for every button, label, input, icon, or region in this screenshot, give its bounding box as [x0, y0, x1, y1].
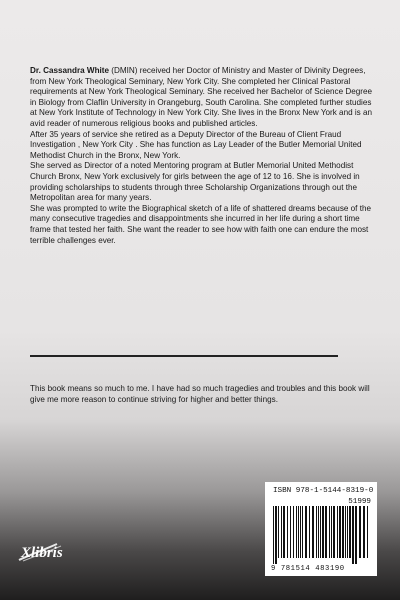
barcode-bar — [290, 506, 291, 558]
barcode-bar — [300, 506, 301, 558]
barcode-bar — [293, 506, 294, 558]
xlibris-logo-icon — [17, 541, 83, 563]
barcode-bar — [316, 506, 317, 558]
logo-text: Xlibris — [21, 545, 63, 561]
barcode-bar — [325, 506, 327, 558]
xlibris-logo — [17, 541, 83, 563]
barcode-bar — [309, 506, 310, 558]
barcode-bar — [296, 506, 297, 558]
barcode — [265, 482, 377, 576]
barcode-bar — [342, 506, 344, 558]
bio-paragraph: She was prompted to write the Biographical sketch of a life of shattered dreams because of the many consecutive tragedies and disappointments she incurred in her life during a short time frame that tested her faith. She want the reader to see how with faith one can endure the most terrible challenges ever. — [30, 203, 371, 245]
barcode-bar — [273, 506, 274, 564]
barcode-bar — [287, 506, 288, 558]
barcode-bar — [367, 506, 368, 558]
barcode-bar — [363, 506, 365, 558]
bio-paragraph: She served as Director of a noted Mentoring program at Butler Memorial United Methodist Church Bronx, New York exclusively for girls between the age of 12 to 16. She is involved in providing scholarships to students through three Scholarship Organizations through out the Metropolitan area for many years. — [30, 161, 360, 203]
barcode-bar — [339, 506, 341, 558]
barcode-bar — [337, 506, 338, 558]
barcode-bar — [322, 506, 324, 558]
reader-testimonial: This book means so much to me. I have had so much tragedies and troubles and this book will give me more reason to continue striving for higher and better things. — [30, 384, 370, 404]
barcode-bar — [320, 506, 321, 558]
bio-paragraph: After 35 years of service she retired as a Deputy Director of the Bureau of Client Fraud Investigation , New York City . She has function as Lay Leader of the Butler Memorial United Methodist Church in the Bronx, New York. — [30, 129, 362, 160]
bio-intro-paragraph — [30, 66, 376, 130]
barcode-bar — [333, 506, 335, 558]
barcode-bar — [312, 506, 314, 558]
barcode-bar — [283, 506, 285, 558]
divider-line — [30, 355, 338, 357]
barcode-bar — [347, 506, 348, 558]
author-bio — [30, 66, 376, 246]
barcode-bar — [329, 506, 330, 558]
isbn-label: ISBN 978-1-5144-8319-0 — [273, 487, 374, 495]
barcode-bar — [331, 506, 332, 558]
barcode-bar — [275, 506, 277, 564]
author-name: Dr. Cassandra White — [30, 66, 110, 75]
barcode-digits: 9 781514 483190 — [271, 565, 345, 573]
price-code: 51999 — [348, 498, 371, 506]
barcode-bar — [359, 506, 361, 558]
barcode-bar — [302, 506, 303, 558]
barcode-bar — [318, 506, 319, 558]
barcode-bar — [305, 506, 307, 558]
bio-intro-text: (DMIN) received her Doctor of Ministry and Master of Divinity Degrees, from New York Theological Seminary, New York City. She completed her Clinical Pastoral requirements at New York Theological Seminary. She received her Bachelor of Science Degree in Biology from Claflin University in Orangeburg, South Carolina. She completed further studies at New York Institute of Technology in New York City. She lives in the Bronx New York and is an avid reader of numerous religious books and published articles. — [30, 66, 373, 128]
barcode-bar — [349, 506, 351, 558]
barcode-bar — [355, 506, 357, 564]
barcode-bar — [345, 506, 346, 558]
barcode-bar — [281, 506, 282, 558]
barcode-bars — [271, 506, 371, 564]
barcode-bar — [352, 506, 354, 564]
barcode-bar — [298, 506, 299, 558]
barcode-bar — [278, 506, 279, 558]
